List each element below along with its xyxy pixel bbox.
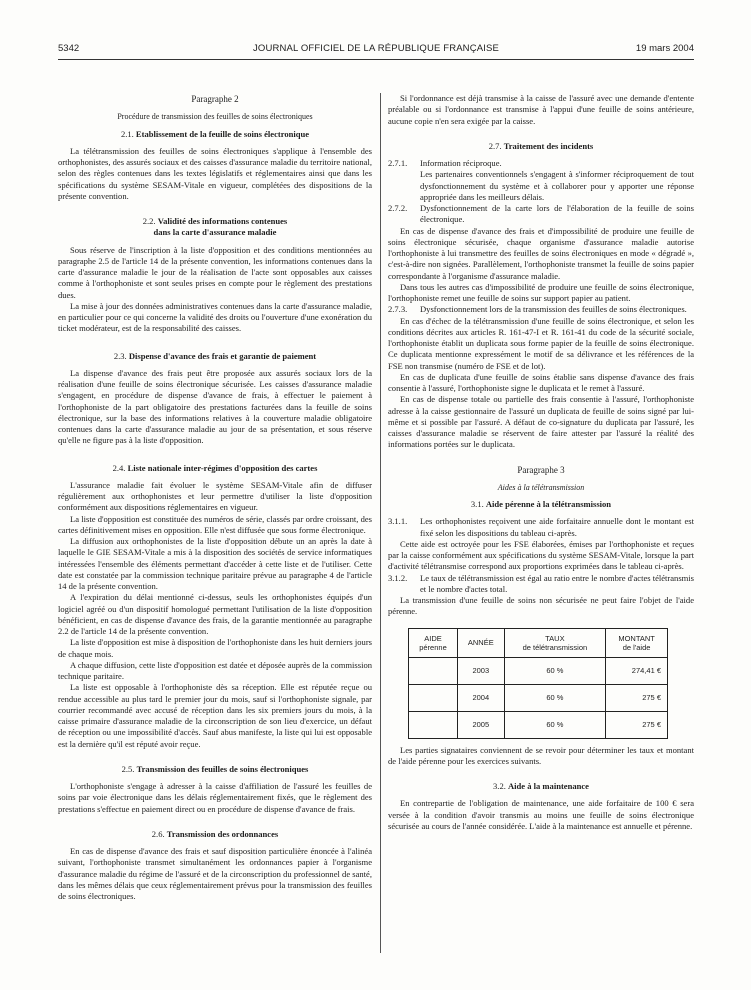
- paragraph: A l'expiration du délai mentionné ci-dessus, seuls les orthophonistes équipés d'un logiciel agréé ou d'un dispositif homologué permettant l'utilisation de la liste d'opposition bénéficient, en cas de dispense d'avance des frais, de la garantie mentionnée au paragraphe 2.2 de l'article 14 de la présente convention.: [58, 592, 372, 636]
- paragraph: En cas de dispense d'avance des frais et d'impossibilité de produire une feuille de soins électronique sécurisée, chaque organisme d'assurance maladie autorise l'orthophoniste à lui transmettre des feuilles de soins électroniques en mode « dégradé », c'est-à-dire non signées. Parallèlement, l'orthophoniste transmet la feuille de soins papier correspondante à l'organisme d'assurance maladie.: [388, 225, 694, 281]
- subsection-3-1-2: [388, 573, 694, 596]
- paragraph: La diffusion aux orthophonistes de la liste d'opposition débute un an après la date à laquelle le GIE SESAM-Vitale a mis à la disposition des sociétés de service informatiques intéressées l'ensemble des éléments permettant d'accéder à cette liste et de l'utiliser. Cette date est constatée par la commission technique paritaire prévue au paragraphe 4 de l'article 14 de la présente convention.: [58, 536, 372, 591]
- paragraph: A chaque diffusion, cette liste d'opposition est datée et déposée auprès de la commission technique paritaire.: [58, 659, 372, 681]
- section-3-1-heading: [388, 499, 694, 510]
- aid-table: [408, 628, 668, 739]
- section-number: 2.7.: [488, 140, 502, 151]
- table-cell: 60 %: [504, 684, 606, 711]
- subsection-2-7-3-heading: [388, 304, 694, 315]
- subsection-number: 2.7.3.: [388, 304, 408, 315]
- paragraph: L'orthophoniste s'engage à adresser à la caisse d'affiliation de l'assuré les feuilles de soins par voie électronique dans les délais réglementairement fixés, que le règlement des prestations s'effectue en paiement direct ou en procédure de dispense d'avance de frais.: [58, 781, 372, 814]
- paragraph: La liste d'opposition est mise à disposition de l'orthophoniste dans les huit derniers jours de chaque mois.: [58, 637, 372, 659]
- section-title: Traitement des incidents: [503, 140, 594, 151]
- paragraph: Sous réserve de l'inscription à la liste d'opposition et des conditions mentionnées au paragraphe 2.5 de l'article 14 de la présente convention, les informations contenues dans la carte d'assurance maladie le jour de la réalisation de l'acte sont opposables aux caisses comme à l'orthophoniste et sont seules prises en compte pour le règlement des prestations dues.: [58, 244, 372, 300]
- table-cell: 60 %: [504, 711, 606, 738]
- section-2-5-heading: [58, 764, 372, 775]
- section-title-line-2: dans la carte d'assurance maladie: [153, 227, 277, 238]
- paragraph: En cas d'échec de la télétransmission d'une feuille de soins électronique, et selon les conditions décrites aux articles R. 161-47-I et R. 161-41 du code de la sécurité sociale, l'orthophoniste établit un duplicata sous forme papier de la feuille de soins électronique. Ce duplicata mentionne expressément le motif de sa délivrance et les références de la FSE non transmise (numéro de FSE et de lot).: [388, 315, 694, 371]
- paragraph: La liste d'opposition est constituée des numéros de série, classés par ordre croissant, des cartes définitivement mises en opposition. Elle n'est diffusée que sous forme électronique.: [58, 513, 372, 535]
- section-title: Transmission des feuilles de soins électroniques: [136, 763, 309, 774]
- paragraph: La liste est opposable à l'orthophoniste dès sa réception. Elle est réputée reçue ou rendue accessible au plus tard le premier jour du mois, sauf si l'orthophoniste signale, par courrier recommandé avec accusé de réception dans les six premiers jours du mois, à la caisse primaire d'assurance maladie de la circonscription de son lieu d'exercice, un défaut de réception ou une impossibilité d'accès. Sauf abus manifeste, la liste qui lui est opposable est la dernière qu'il est réputé avoir reçue.: [58, 682, 372, 749]
- table-row: [409, 711, 668, 738]
- paragraph: Cette aide est octroyée pour les FSE élaborées, émises par l'orthophoniste et reçues par la caisse conformément aux spécifications du système SESAM-Vitale, lorsque la part d'activité télétransmise correspond aux proportions exprimées dans le tableau ci-après.: [388, 538, 694, 572]
- column-header: ANNÉE: [457, 628, 504, 657]
- section-title: Aide à la maintenance: [508, 781, 589, 791]
- table-cell: 2003: [457, 657, 504, 684]
- column-divider: [380, 93, 381, 953]
- page-number: 5342: [58, 43, 80, 54]
- section-title: Etablissement de la feuille de soins électronique: [135, 128, 310, 139]
- paragraph: En cas de duplicata d'une feuille de soins établie sans dispense d'avance des frais consentie à l'assuré, l'orthophoniste signe le duplicata et le remet à l'assuré.: [388, 371, 694, 393]
- subsection-3-1-1: [388, 516, 694, 539]
- subsection-text: Le taux de télétransmission est égal au ratio entre le nombre d'actes télétransmis et le nombre d'actes total.: [420, 572, 694, 594]
- paragraph: Dans tous les autres cas d'impossibilité de produire une feuille de soins électronique, l'orthophoniste remet une feuille de soins sur support papier au patient.: [388, 281, 694, 303]
- section-title: Transmission des ordonnances: [166, 828, 279, 839]
- issue-date: 19 mars 2004: [635, 43, 694, 54]
- paragraph-3-title: Paragraphe 3: [517, 464, 565, 475]
- section-2-4-heading: [58, 463, 372, 474]
- table-cell: 274,41 €: [606, 657, 668, 684]
- subsection-number: 3.1.1.: [388, 516, 408, 527]
- table-cell: [409, 711, 458, 738]
- table-cell: 275 €: [606, 684, 668, 711]
- paragraph: En contrepartie de l'obligation de maintenance, une aide forfaitaire de 100 € sera versée à la condition d'avoir transmis au moins une feuille de soins électronique sécurisée au cours de l'année considérée. L'aide à la maintenance est annuelle et pérenne.: [388, 798, 694, 831]
- table-cell: [409, 684, 458, 711]
- section-2-1-heading: [58, 129, 372, 140]
- subsection-number: 2.7.1.: [388, 158, 408, 168]
- section-number: 2.5.: [121, 763, 135, 774]
- subsection-title: Dysfonctionnement de la carte lors de l'élaboration de la feuille de soins électronique.: [420, 203, 694, 225]
- column-header: TAUX de télétransmission: [504, 628, 606, 657]
- section-number: 2.2.: [142, 216, 156, 226]
- section-2-2-heading: [58, 216, 372, 239]
- section-3-2-heading: [388, 781, 694, 792]
- right-column: [388, 93, 694, 832]
- paragraph: L'assurance maladie fait évoluer le système SESAM-Vitale afin de diffuser régulièrement aux orthophonistes et leur permettre d'utiliser la liste d'opposition conformément aux dispositions réglementaires en vigueur.: [58, 479, 372, 513]
- paragraph: Les parties signataires conviennent de se revoir pour déterminer les taux et montant de l'aide pérenne pour les exercices suivants.: [388, 744, 694, 766]
- journal-title: JOURNAL OFFICIEL DE LA RÉPUBLIQUE FRANÇAISE: [253, 43, 499, 54]
- paragraph: En cas de dispense d'avance des frais et sauf disposition particulière énoncée à l'alinéa suivant, l'orthophoniste transmet simultanément les ordonnances papier à l'organisme d'assurance maladie du régime de l'assuré et de la circonscription du professionnel de santé, dans les mêmes délais que ceux réglementairement prévus pour la transmission des feuilles de soins électroniques.: [58, 846, 372, 901]
- table-row: [409, 657, 668, 684]
- section-number: 3.2.: [493, 781, 506, 791]
- subsection-title: Information réciproque.: [420, 158, 502, 168]
- paragraph-2-subtitle: Procédure de transmission des feuilles de soins électroniques: [117, 112, 313, 122]
- table-row: [409, 684, 668, 711]
- section-2-3-heading: [58, 351, 372, 362]
- section-number: 2.6.: [151, 828, 165, 839]
- subsection-2-7-1-heading: [388, 158, 694, 169]
- subsection-number: 3.1.2.: [388, 572, 408, 583]
- section-2-6-heading: [58, 829, 372, 840]
- table-cell: [409, 657, 458, 684]
- table-cell: 2004: [457, 684, 504, 711]
- section-number: 2.3.: [113, 350, 127, 361]
- paragraph: La dispense d'avance des frais peut être proposée aux assurés sociaux lors de la réalisation d'une feuille de soins électronique sécurisée. Les caisses d'assurance maladie s'engagent, en procédure de dispense d'avance de frais, à effectuer le paiement à l'orthophoniste de la part obligatoire des prestations facturées dans la feuille de soins électronique, sur la base des informations relatives à la couverture maladie obligatoire contenues dans la carte d'assurance maladie au jour de sa présentation, et sous réserve qu'elle ne figure pas à la liste d'opposition.: [58, 367, 372, 446]
- column-header: AIDE pérenne: [409, 628, 458, 657]
- paragraph: Les partenaires conventionnels s'engagent à s'informer réciproquement de tout dysfonctionnement du système et à collaborer pour y apporter une réponse appropriée dans les meilleurs délais.: [420, 169, 694, 202]
- table-cell: 275 €: [606, 711, 668, 738]
- paragraph: En cas de dispense totale ou partielle des frais consentie à l'assuré, l'orthophoniste adresse à la caisse gestionnaire de l'assuré un duplicata de feuille de soins signé par lui-même et si possible par l'assuré. A défaut de co-signature du duplicata par l'assuré, les caisses d'assurance maladie se réservent de faire attester par l'assuré la réalité des informations portées sur le duplicata.: [388, 394, 694, 450]
- subsection-number: 2.7.2.: [388, 203, 408, 213]
- section-number: 3.1.: [470, 499, 484, 509]
- section-number: 2.4.: [112, 462, 126, 473]
- paragraph: La mise à jour des données administratives contenues dans la carte d'assurance maladie, en particulier pour ce qui concerne la validité des droits ou l'ouverture d'une exonération du ticket modérateur, est de la responsabilité des caisses.: [58, 300, 372, 334]
- header-rule: [58, 59, 694, 60]
- section-title: Aide pérenne à la télétransmission: [485, 499, 612, 509]
- section-title: Liste nationale inter-régimes d'opposition des cartes: [127, 462, 318, 473]
- table-header-row: [409, 628, 668, 657]
- subsection-text: Les orthophonistes reçoivent une aide forfaitaire annuelle dont le montant est fixé selon les dispositions du tableau ci-après.: [420, 516, 694, 538]
- paragraph: La télétransmission des feuilles de soins électroniques s'applique à l'ensemble des orthophonistes, des assurés sociaux et des caisses d'assurance maladie du territoire national, selon des règles contenues dans les textes législatifs et réglementaires ainsi que dans les spécifications du système SESAM-Vitale en vigueur, complétées des dispositions de la présente convention.: [58, 145, 372, 201]
- left-column: [58, 93, 372, 902]
- section-number: 2.1.: [120, 128, 134, 139]
- paragraph-3-subtitle: Aides à la télétransmission: [497, 482, 585, 492]
- subsection-2-7-2-heading: [388, 203, 694, 226]
- paragraph: La transmission d'une feuille de soins non sécurisée ne peut faire l'objet de l'aide pérenne.: [388, 595, 694, 617]
- subsection-title: Dysfonctionnement lors de la transmission des feuilles de soins électroniques.: [420, 304, 687, 315]
- column-header: MONTANT de l'aide: [606, 628, 668, 657]
- section-title: Validité des informations contenues: [157, 216, 288, 226]
- page-header: [58, 43, 694, 57]
- table-cell: 60 %: [504, 657, 606, 684]
- section-title: Dispense d'avance des frais et garantie de paiement: [128, 350, 317, 361]
- paragraph: Si l'ordonnance est déjà transmise à la caisse de l'assuré avec une demande d'entente préalable ou si l'ordonnance est transmise à l'appui d'une feuille de soins antérieure, aucune copie n'en sera exigée par la caisse.: [388, 93, 694, 126]
- paragraph-2-title: Paragraphe 2: [191, 94, 239, 104]
- table-cell: 2005: [457, 711, 504, 738]
- section-2-7-heading: [388, 141, 694, 152]
